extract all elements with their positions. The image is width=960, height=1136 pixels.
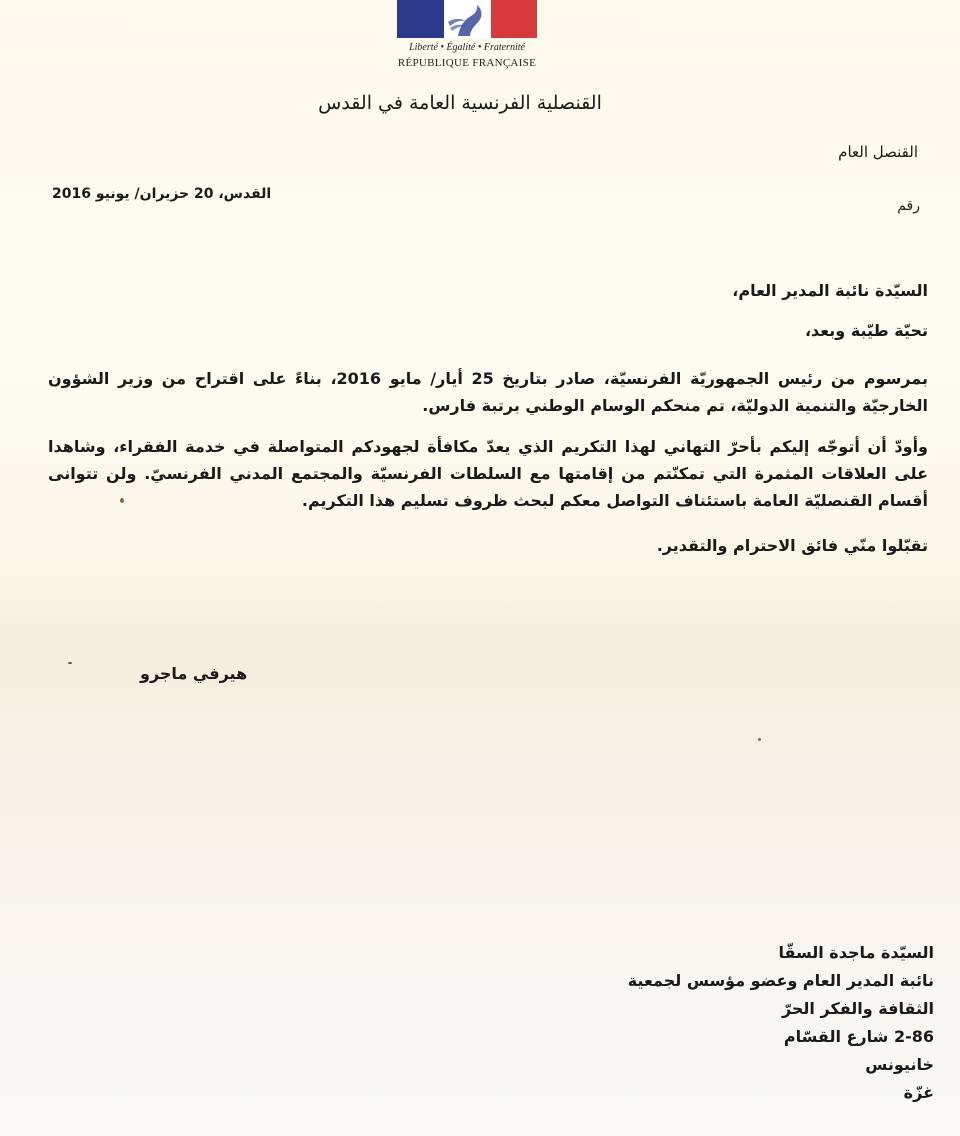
greeting: تحيّة طيّبة وبعد، <box>804 321 928 340</box>
paper-speck <box>68 662 72 664</box>
recipient-street: 2-86 شارع القسّام <box>783 1027 934 1046</box>
consul-general-title: القنصل العام <box>838 143 918 161</box>
recipient-address-block <box>628 939 934 1107</box>
salutation: السيّدة نائبة المدير العام، <box>732 281 928 300</box>
recipient-name: السيّدة ماجدة السقّا <box>778 943 934 962</box>
paper-speck <box>120 498 124 503</box>
letter-date: القدس، 20 حزيران/ يونيو 2016 <box>52 186 272 202</box>
marianne-flag-emblem <box>397 0 537 38</box>
republique-francaise-logo <box>397 0 537 74</box>
paper-speck <box>758 738 761 741</box>
republic-name: RÉPUBLIQUE FRANÇAISE <box>397 57 537 69</box>
letter-paragraph-2: وأودّ أن أتوجّه إليكم بأحرّ التهاني لهذا التكريم الذي يعدّ مكافأة لجهودكم المتواصلة في خدمة الفقراء، وشاهدا على العلاقات المثمرة التي تمكنّتم من إقامتها مع السلطات الفرنسيّة والمجتمع المدني الفرنسيّ. ولن تتوانى أقسام القنصليّة العامة باستئناف التواصل معكم لبحث ظروف تسليم هذا التكريم. <box>48 437 928 510</box>
recipient-region: غزّة <box>903 1083 934 1102</box>
closing-line: تقبّلوا منّي فائق الاحترام والتقدير. <box>656 536 928 555</box>
recipient-position: نائبة المدير العام وعضو مؤسس لجمعية <box>627 971 934 990</box>
recipient-organization: الثقافة والفكر الحرّ <box>781 999 934 1018</box>
letter-paragraph-1: بمرسوم من رئيس الجمهوريّة الفرنسيّة، صادر بتاريخ 25 أيار/ مايو 2016، بناءً على اقتراح من وزير الشؤون الخارجيّة والتنمية الدوليّة، تم منحكم الوسام الوطني برتبة فارس. <box>48 369 929 415</box>
consulate-heading: القنصلية الفرنسية العامة في القدس <box>318 92 602 114</box>
republic-motto: Liberté • Égalité • Fraternité <box>409 42 525 53</box>
recipient-city: خانيونس <box>865 1055 934 1074</box>
signatory-name: هيرفي ماجرو <box>140 664 248 683</box>
marianne-icon <box>444 0 491 38</box>
reference-number-label: رقم <box>897 198 920 214</box>
